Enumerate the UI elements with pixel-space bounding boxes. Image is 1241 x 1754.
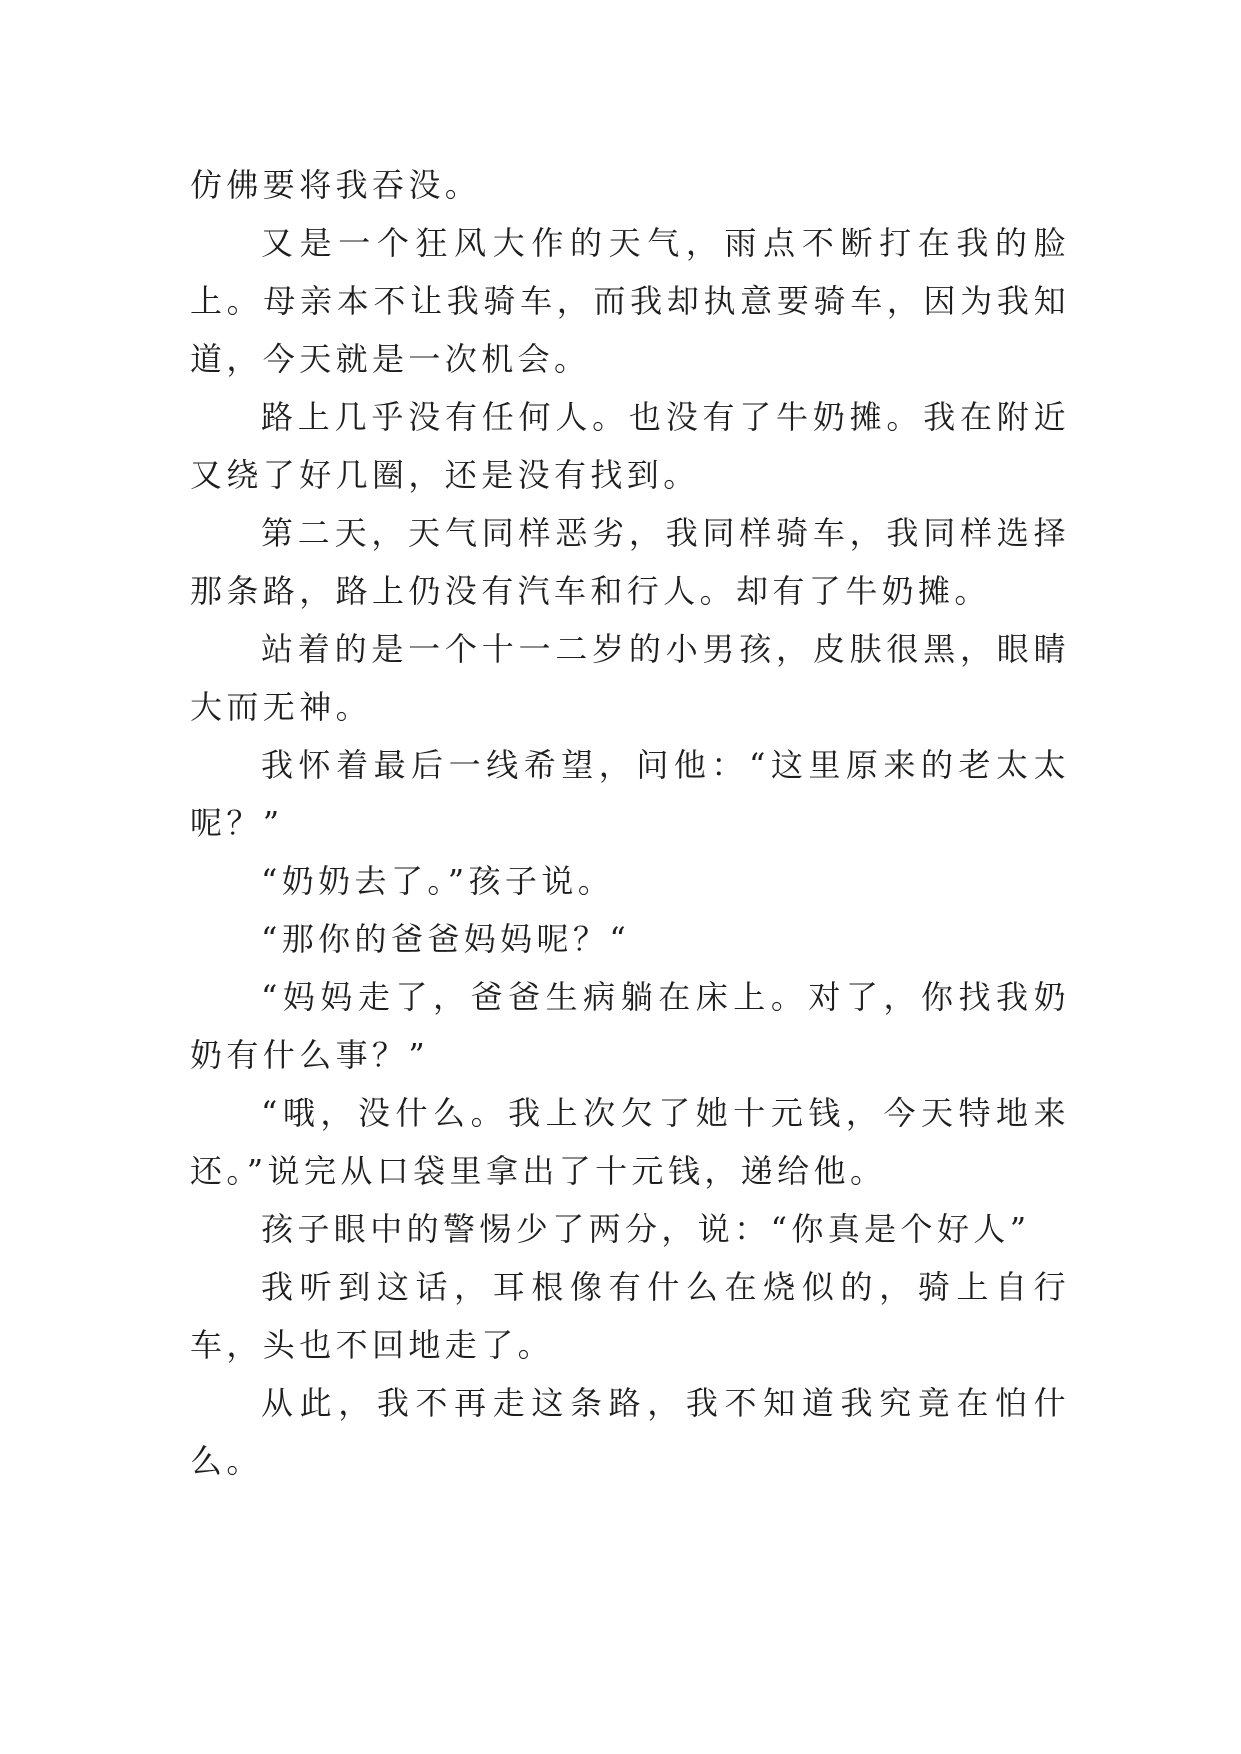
paragraph: 仿佛要将我吞没。 (190, 166, 482, 204)
paragraph: 我听到这话，耳根像有什么在烧似的，骑上自行车，头也不回地走了。 (190, 1268, 1070, 1364)
paragraph: 从此，我不再走这条路，我不知道我究竟在怕什么。 (190, 1384, 1070, 1480)
paragraph: “妈妈走了，爸爸生病躺在床上。对了，你找我奶奶有什么事？” (190, 978, 1070, 1074)
paragraph: 孩子眼中的警惕少了两分，说：“你真是个好人” (261, 1210, 1031, 1248)
paragraph: “那你的爸爸妈妈呢？“ (261, 920, 631, 958)
paragraph: “哦，没什么。我上次欠了她十元钱，今天特地来还。”说完从口袋里拿出了十元钱，递给他。 (190, 1094, 1070, 1190)
paragraph: “奶奶去了。”孩子说。 (261, 862, 615, 900)
paragraph: 站着的是一个十一二岁的小男孩，皮肤很黑，眼睛大而无神。 (190, 630, 1070, 726)
paragraph: 我怀着最后一线希望，问他：“这里原来的老太太呢？” (190, 746, 1070, 842)
paragraph: 路上几乎没有任何人。也没有了牛奶摊。我在附近又绕了好几圈，还是没有找到。 (190, 398, 1070, 494)
document-body (190, 156, 1070, 1490)
paragraph: 又是一个狂风大作的天气，雨点不断打在我的脸上。母亲本不让我骑车，而我却执意要骑车，因为我知道，今天就是一次机会。 (190, 224, 1070, 378)
paragraph: 第二天，天气同样恶劣，我同样骑车，我同样选择那条路，路上仍没有汽车和行人。却有了牛奶摊。 (190, 514, 1070, 610)
